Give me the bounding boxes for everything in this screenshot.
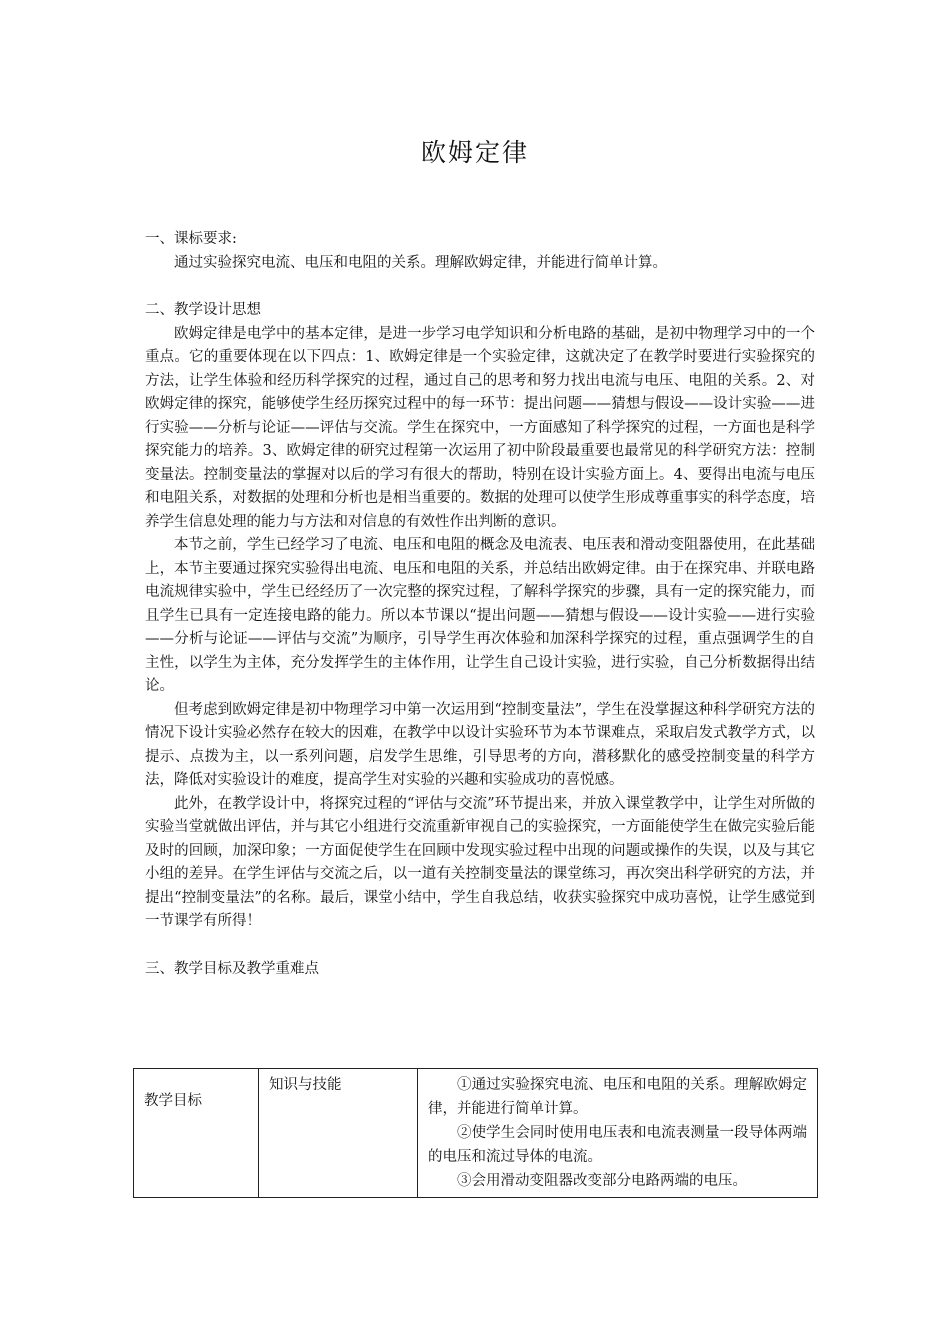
section1-text: 通过实验探究电流、电压和电阻的关系。理解欧姆定律，并能进行简单计算。 <box>174 254 667 271</box>
section2-heading: 二、教学设计思想 <box>145 302 261 318</box>
goal-item: ②使学生会同时使用电压表和电流表测量一段导体两端的电压和流过导体的电流。 <box>428 1125 807 1165</box>
goal-items-cell <box>418 1069 818 1198</box>
goal-item: ③会用滑动变阻器改变部分电路两端的电压。 <box>457 1173 747 1189</box>
goals-label-cell: 教学目标 <box>134 1069 259 1198</box>
spacer <box>145 934 815 958</box>
section3-heading: 三、教学目标及教学重难点 <box>145 960 319 977</box>
document-body <box>145 228 815 981</box>
goals-table <box>133 1068 818 1198</box>
section2-paragraph: 本节之前，学生已经学习了电流、电压和电阻的概念及电流表、电压表和滑动变阻器使用，在此基础上，本节主要通过探究实验得出电流、电压和电阻的关系，并总结出欧姆定律。由于在探究串、并联电路电流规律实验中，学生已经经历了一次完整的探究过程，了解科学探究的步骤，具有一定的探究能力，而且学生已具有一定连接电路的能力。所以本节课以“提出问题——猜想与假设——设计实验——进行实验——分析与论证——评估与交流”为顺序，引导学生再次体验和加深科学探究的过程，重点强调学生的自主性，以学生为主体，充分发挥学生的主体作用，让学生自己设计实验，进行实验，自己分析数据得出结论。 <box>145 537 815 694</box>
spacer <box>145 275 815 299</box>
section2-paragraph: 欧姆定律是电学中的基本定律，是进一步学习电学知识和分析电路的基础，是初中物理学习中的一个重点。它的重要体现在以下四点：1、欧姆定律是一个实验定律，这就决定了在教学时要进行实验探究的方法，让学生体验和经历科学探究的过程，通过自己的思考和努力找出电流与电压、电阻的关系。2、对欧姆定律的探究，能够使学生经历探究过程中的每一环节：提出问题——猜想与假设——设计实验——进行实验——分析与论证——评估与交流。学生在探究中，一方面感知了科学探究的过程，一方面也是科学探究能力的培养。3、欧姆定律的研究过程第一次运用了初中阶段最重要也最常见的科学研究方法：控制变量法。控制变量法的掌握对以后的学习有很大的帮助，特别在设计实验方面上。4、要得出电流与电压和电阻关系，对数据的处理和分析也是相当重要的。数据的处理可以使学生形成尊重事实的科学态度，培养学生信息处理的能力与方法和对信息的有效性作出判断的意识。 <box>145 325 815 530</box>
section1-heading: 一、课标要求: <box>145 231 237 247</box>
section2-paragraph: 但考虑到欧姆定律是初中物理学习中第一次运用到“控制变量法”，学生在没掌握这种科学研究方法的情况下设计实验必然存在较大的因难，在教学中以设计实验环节为本节课难点，采取启发式教学方式，以提示、点拨为主，以一系列问题，启发学生思维，引导思考的方向，潜移默化的感受控制变量的科学方法，降低对实验设计的难度，提高学生对实验的兴趣和实验成功的喜悦感。 <box>145 701 815 788</box>
section2-paragraph: 此外，在教学设计中，将探究过程的“评估与交流”环节提出来，并放入课堂教学中，让学生对所做的实验当堂就做出评估，并与其它小组进行交流重新审视自己的实验探究，一方面能使学生在做完实验后能及时的回顾，加深印象；一方面促使学生在回顾中发现实验过程中出现的问题或操作的失误，以及与其它小组的差异。在学生评估与交流之后，以一道有关控制变量法的课堂练习，再次突出科学研究的方法，并提出“控制变量法”的名称。最后，课堂小结中，学生自我总结，收获实验探究中成功喜悦，让学生感觉到一节课学有所得！ <box>145 795 815 929</box>
document-title: 欧姆定律 <box>420 138 529 167</box>
goal-item: ①通过实验探究电流、电压和电阻的关系。理解欧姆定律，并能进行简单计算。 <box>428 1077 807 1117</box>
knowledge-skills-cell: 知识与技能 <box>259 1069 418 1198</box>
table-row <box>134 1069 818 1198</box>
